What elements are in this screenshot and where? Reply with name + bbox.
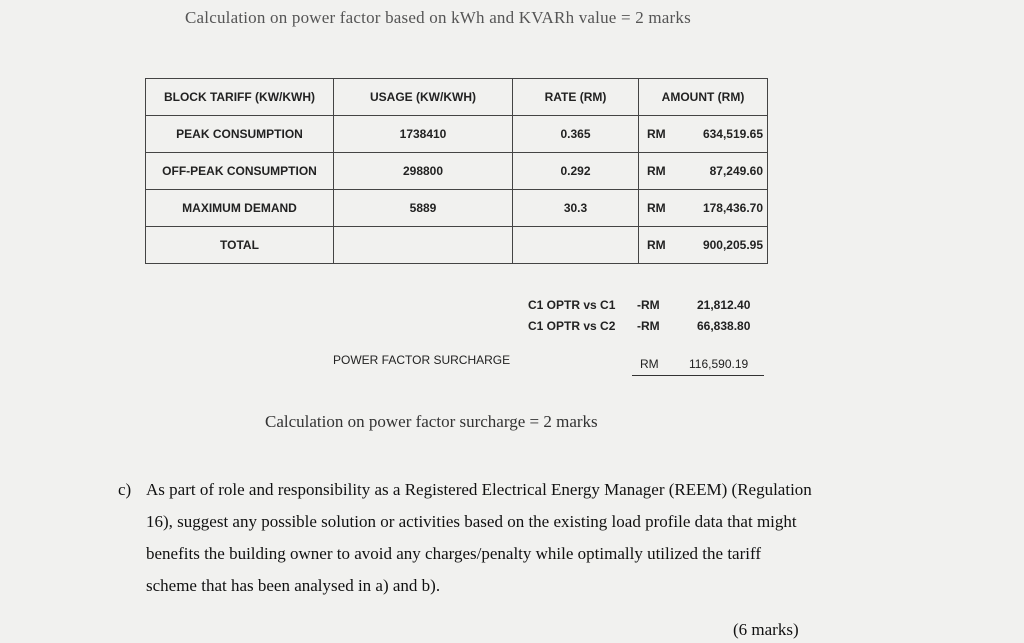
surcharge-currency: RM	[640, 357, 659, 371]
row-amount-cell	[639, 116, 768, 153]
comparison-amount-1: 21,812.40	[697, 298, 751, 312]
comparison-label-1: C1 OPTR vs C1	[528, 298, 616, 312]
table-row	[146, 153, 768, 190]
comparison-amount-2: 66,838.80	[697, 319, 751, 333]
comparison-currency-2: -RM	[637, 319, 660, 333]
calculation-heading: Calculation on power factor based on kWh and KVARh value = 2 marks	[185, 8, 691, 27]
header-block-tariff: BLOCK TARIFF (KW/KWH)	[146, 79, 334, 116]
total-label: TOTAL	[146, 227, 334, 264]
header-amount: AMOUNT (RM)	[639, 79, 768, 116]
table-total-row	[146, 227, 768, 264]
comparison-label-2: C1 OPTR vs C2	[528, 319, 616, 333]
row-currency: RM	[647, 164, 666, 178]
table-row	[146, 116, 768, 153]
row-label: MAXIMUM DEMAND	[146, 190, 334, 227]
marks-label: (6 marks)	[733, 620, 799, 639]
total-currency: RM	[647, 238, 666, 252]
question-letter: c)	[118, 480, 132, 499]
row-usage: 5889	[334, 190, 513, 227]
row-label: OFF-PEAK CONSUMPTION	[146, 153, 334, 190]
surcharge-underline	[632, 375, 764, 376]
total-rate	[513, 227, 639, 264]
header-usage: USAGE (KW/KWH)	[334, 79, 513, 116]
row-label: PEAK CONSUMPTION	[146, 116, 334, 153]
header-rate: RATE (RM)	[513, 79, 639, 116]
row-amount-cell	[639, 153, 768, 190]
row-rate: 0.365	[513, 116, 639, 153]
surcharge-amount: 116,590.19	[689, 357, 749, 371]
row-amount: 178,436.70	[702, 201, 763, 215]
total-usage	[334, 227, 513, 264]
total-amount: 900,205.95	[702, 238, 763, 252]
row-usage: 298800	[334, 153, 513, 190]
row-rate: 0.292	[513, 153, 639, 190]
row-currency: RM	[647, 201, 666, 215]
table-row	[146, 190, 768, 227]
row-usage: 1738410	[334, 116, 513, 153]
calculation-surcharge-note: Calculation on power factor surcharge = 2 marks	[265, 412, 598, 431]
surcharge-label: POWER FACTOR SURCHARGE	[333, 353, 511, 367]
tariff-table	[145, 78, 768, 264]
total-amount-cell	[639, 227, 768, 264]
comparison-currency-1: -RM	[637, 298, 660, 312]
row-rate: 30.3	[513, 190, 639, 227]
table-header-row	[146, 79, 768, 116]
row-amount: 634,519.65	[702, 127, 763, 141]
question-text: As part of role and responsibility as a Registered Electrical Energy Manager (REEM) (Regulation 16), suggest any possible solution or activities based on the existing load profile data that might benefits the building owner to avoid any charges/penalty while optimally utilized the tariff scheme that has been analysed in a) and b).	[146, 480, 812, 595]
row-amount-cell	[639, 190, 768, 227]
row-currency: RM	[647, 127, 666, 141]
row-amount: 87,249.60	[709, 164, 763, 178]
